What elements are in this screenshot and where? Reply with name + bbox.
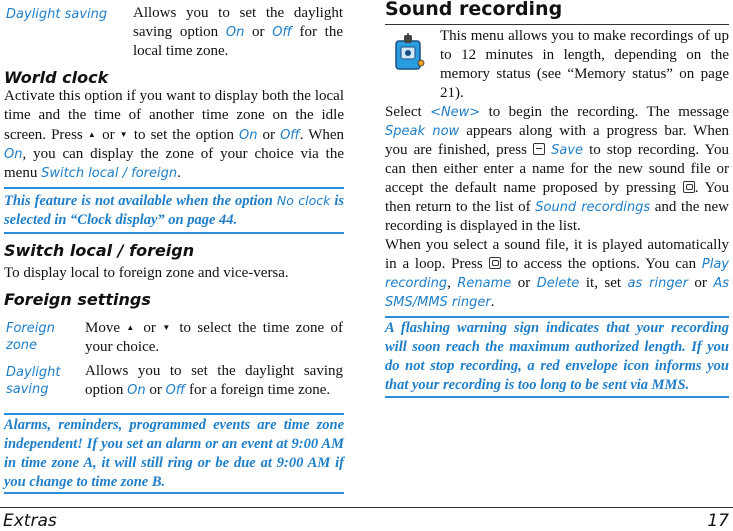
sound-recording-heading: Sound recording [385,0,563,20]
recording-instructions: Select <New> to begin the recording. The message Speak now appears along with a progress bar. When you are finished, press Save to stop recording. You can then either enter a name for the new sound file or accept the default name proposed by pressing . You then return to the list of Sound recordings and the new recording is displayed in the list. [385,104,730,234]
daylight-saving-label: Daylight saving [6,7,108,22]
ok-key-icon [683,181,695,193]
clock-note: This feature is not available when the option No clock is selected in “Clock display” on page 44. [4,193,344,228]
recording-warning-note: A flashing warning sign indicates that your recording will soon reach the maximum authorized length. If you do not stop recording, a red envelope icon informs you that your recording is too long to be sent via MMS. [385,320,729,393]
foreign-zone-label: Foreign zone [6,321,55,353]
arrow-up-icon [126,320,137,336]
world-clock-text: Activate this option if you want to display both the local time and the time of another time zone on the idle screen. Press ▲ or ▼ to set the option On or Off. When On, you can display the zone of your choice via the menu Switch local / foreign. [4,87,344,183]
note-rule-bottom-3 [385,396,729,398]
note-rule-bottom-1 [4,232,344,234]
arrow-down-icon [120,127,129,143]
note-rule-top-3 [385,316,729,318]
daylight-saving-desc: Allows you to set the daylight saving option On or Off for the local time zone. [133,5,343,59]
playback-instructions: When you select a sound file, it is played automatically in a loop. Press to access the options. You can Play recording, Rename or Delete it, set as ringer or As SMS/MMS ringer. [385,237,730,310]
arrow-down-icon [162,320,173,336]
note-rule-bottom-2 [4,492,344,494]
heading-rule [385,24,729,25]
switch-text: To display local to foreign zone and vice-versa. [4,265,289,281]
world-clock-heading: World clock [4,68,109,87]
alarm-note: Alarms, reminders, programmed events are time zone independent! If you set an alarm or an event at 9:00 AM in time zone A, it will still ring or be due at 9:00 AM if you change to time zone B. [4,417,344,490]
footer-rule [0,507,733,508]
sound-recording-intro: This menu allows you to make recordings of up to 12 minutes in length, depending on the memory status (see “Memory status” on page 21). [440,28,729,101]
ok-key-icon [489,257,501,269]
note-rule-top-1 [4,187,344,189]
foreign-zone-desc: Move ▲ or ▼ to select the time zone of your choice. [85,318,343,357]
footer-page-number: 17 [707,511,729,531]
voice-recorder-icon [393,33,427,73]
switch-heading: Switch local / foreign [4,241,195,260]
daylight-saving-desc-foreign: Allows you to set the daylight saving option On or Off for a foreign time zone. [85,363,343,398]
footer-section: Extras [3,511,57,531]
softkey-icon [533,143,545,155]
arrow-up-icon [88,127,97,143]
foreign-settings-heading: Foreign settings [4,290,151,309]
daylight-saving-label-foreign: Daylight saving [6,365,61,397]
note-rule-top-2 [4,413,344,415]
